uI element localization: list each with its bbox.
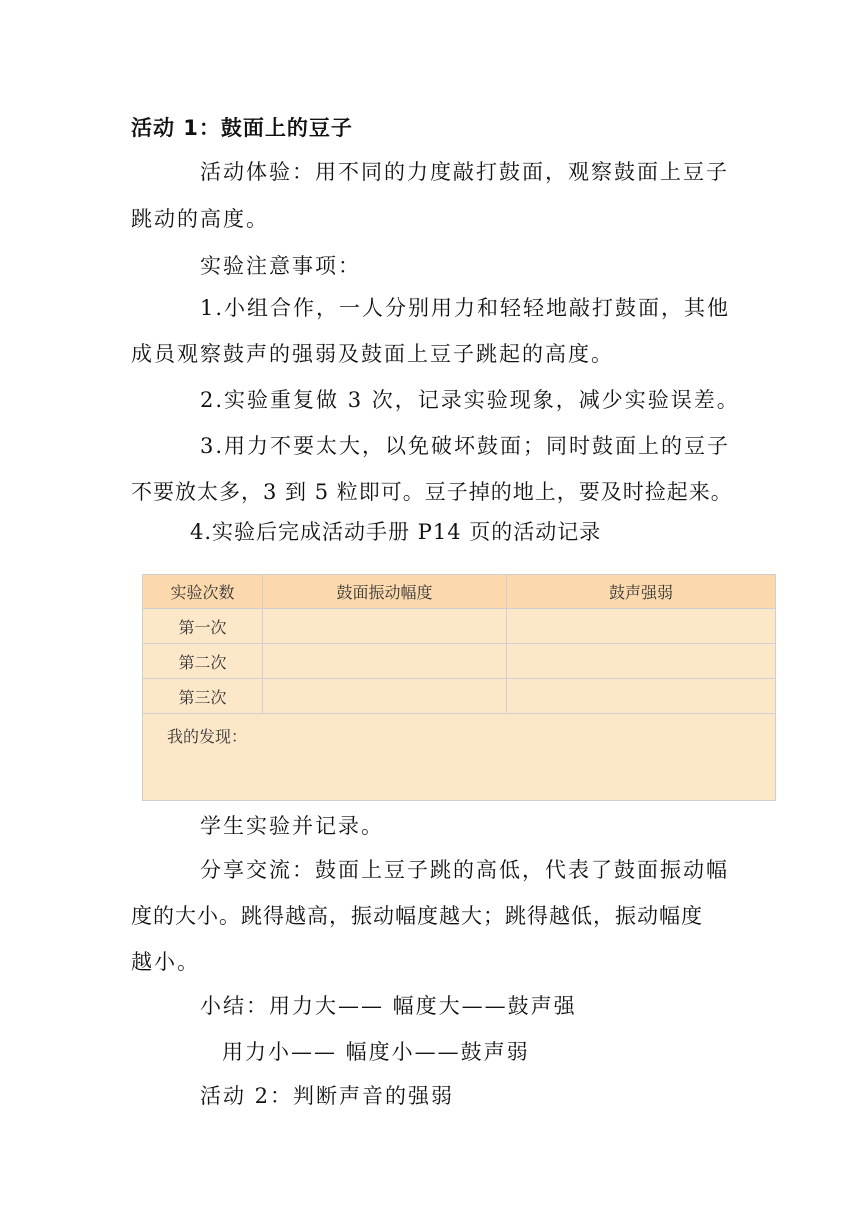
summary-line: 用力小—— 幅度小——鼓声弱 xyxy=(222,1040,530,1064)
loudness-cell[interactable] xyxy=(507,644,776,679)
paragraph-line: 分享交流：鼓面上豆子跳的高低，代表了鼓面振动幅 xyxy=(200,858,729,882)
paragraph-line: 跳动的高度。 xyxy=(131,207,269,231)
finding-label: 我的发现： xyxy=(167,727,248,746)
amplitude-cell[interactable] xyxy=(263,679,507,714)
paragraph-line: 4.实验后完成活动手册 P14 页的活动记录 xyxy=(190,520,602,544)
section-title: 活动 2：判断声音的强弱 xyxy=(200,1084,455,1108)
amplitude-cell[interactable] xyxy=(263,644,507,679)
table-header-cell: 鼓声强弱 xyxy=(507,575,776,609)
loudness-cell[interactable] xyxy=(507,679,776,714)
amplitude-cell[interactable] xyxy=(263,609,507,644)
trial-label: 第三次 xyxy=(143,679,263,714)
paragraph-line: 学生实验并记录。 xyxy=(200,814,384,838)
table-header-row xyxy=(143,575,776,609)
paragraph-line: 实验注意事项： xyxy=(200,254,361,278)
trial-label: 第二次 xyxy=(143,644,263,679)
paragraph-line: 3.用力不要太大，以免破坏鼓面；同时鼓面上的豆子 xyxy=(200,434,731,458)
table-row xyxy=(143,644,776,679)
paragraph-line: 度的大小。跳得越高，振动幅度越大；跳得越低，振动幅度 xyxy=(131,904,703,928)
finding-cell[interactable] xyxy=(143,714,776,801)
table-header-cell: 实验次数 xyxy=(143,575,263,609)
paragraph-line: 2.实验重复做 3 次，记录实验现象，减少实验误差。 xyxy=(200,388,740,412)
paragraph-line: 不要放太多，3 到 5 粒即可。豆子掉的地上，要及时捡起来。 xyxy=(131,480,733,504)
paragraph-line: 1.小组合作，一人分别用力和轻轻地敲打鼓面，其他 xyxy=(200,296,731,320)
paragraph-line: 越小。 xyxy=(131,950,200,974)
activity-record-table xyxy=(142,574,776,801)
paragraph-line: 活动体验：用不同的力度敲打鼓面，观察鼓面上豆子 xyxy=(200,160,729,184)
section-title: 活动 1：鼓面上的豆子 xyxy=(131,116,353,140)
table-header-cell: 鼓面振动幅度 xyxy=(263,575,507,609)
finding-row xyxy=(143,714,776,801)
table-row xyxy=(143,679,776,714)
trial-label: 第一次 xyxy=(143,609,263,644)
table-row xyxy=(143,609,776,644)
paragraph-line: 成员观察鼓声的强弱及鼓面上豆子跳起的高度。 xyxy=(131,342,614,366)
loudness-cell[interactable] xyxy=(507,609,776,644)
summary-line: 小结：用力大—— 幅度大——鼓声强 xyxy=(200,994,577,1018)
